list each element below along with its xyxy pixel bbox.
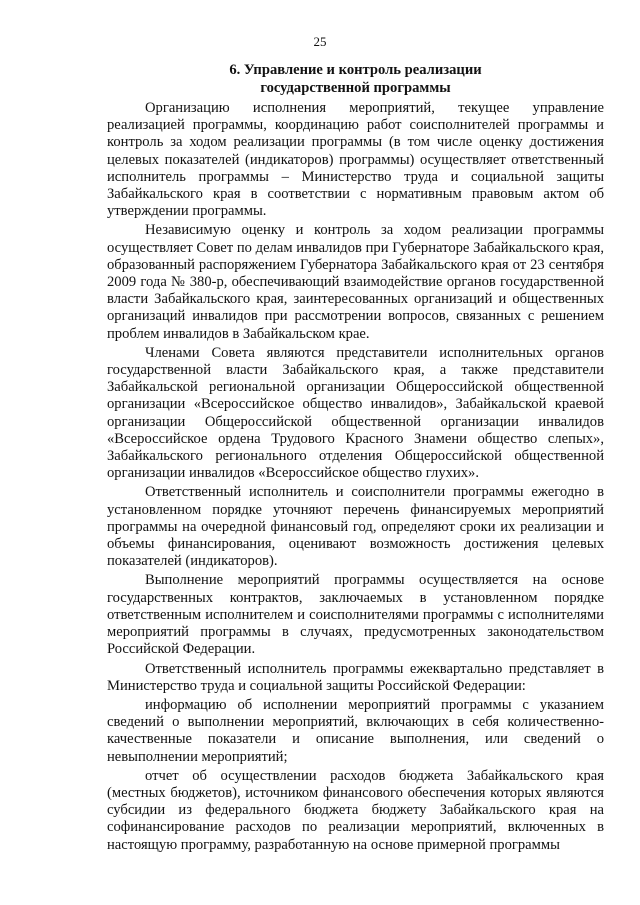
- section-heading-line-1: 6. Управление и контроль реализации: [229, 62, 482, 78]
- paragraph-independent-assessment: Независимую оценку и контроль за ходом реализации программы осуществляет Совет по делам инвалидов при Губернаторе Забайкальского края, образованный распоряжением Губернатора Забайкальского края от 23 сентября 2009 года № 380-р, обеспечивающий взаимодействие органов государственной власти Забайкальского края, заинтересованных организаций и общественных организаций инвалидов при рассмотрении вопросов, связанных с решением проблем инвалидов в Забайкальском крае.: [107, 222, 604, 342]
- paragraph-state-contracts: Выполнение мероприятий программы осуществляется на основе государственных контрактов, заключаемых в установленном порядке ответственным исполнителем и соисполнителями программы с исполнителями мероприятий программы в случаях, предусмотренных законодательством Российской Федерации.: [107, 572, 604, 658]
- paragraph-quarterly-report: Ответственный исполнитель программы ежеквартально представляет в Министерство труда и социальной защиты Российской Федерации:: [107, 660, 604, 694]
- paragraph-council-members: Членами Совета являются представители исполнительных органов государственной власти Забайкальского края, а также представители Забайкальской региональной организации Общероссийской общественной организации «Всероссийское общество инвалидов», Забайкальской краевой организации Общероссийской общественной организации инвалидов «Всероссийское ордена Трудового Красного Знамени общество слепых», Забайкальского регионального отделения Общероссийской общественной организации инвалидов «Всероссийское общество глухих».: [107, 344, 604, 482]
- section-heading-line-2: государственной программы: [260, 79, 451, 96]
- section-heading: [107, 62, 604, 97]
- page-number: 25: [313, 34, 327, 49]
- paragraph-report-item-expenses: отчет об осуществлении расходов бюджета Забайкальского края (местных бюджетов), источником финансового обеспечения которых являются субсидии из федерального бюджета бюджету Забайкальского края на софинансирование расходов по реализации мероприятий, включенных в настоящую программу, разработанную на основе примерной программы: [107, 767, 604, 853]
- document-body: [107, 100, 604, 856]
- paragraph-report-item-execution: информацию об исполнении мероприятий программы с указанием сведений о выполнении мероприятий, включающих в себя количественно-качественные показатели и описание выполнения, или сведений о невыполнении мероприятий;: [107, 696, 604, 765]
- paragraph-management: Организацию исполнения мероприятий, текущее управление реализацией программы, координацию работ соисполнителей программы и контроль за ходом реализации программы (в том числе оценку достижения целевых показателей (индикаторов) программы) осуществляет ответственный исполнитель программы – Министерство труда и социальной защиты Забайкальского края в соответствии с нормативным правовым актом об утверждении программы.: [107, 100, 604, 220]
- paragraph-annual-update: Ответственный исполнитель и соисполнители программы ежегодно в установленном порядке уточняют перечень финансируемых мероприятий программы на очередной финансовый год, определяют сроки их реализации и объемы финансирования, оценивают возможность достижения целевых показателей (индикаторов).: [107, 484, 604, 570]
